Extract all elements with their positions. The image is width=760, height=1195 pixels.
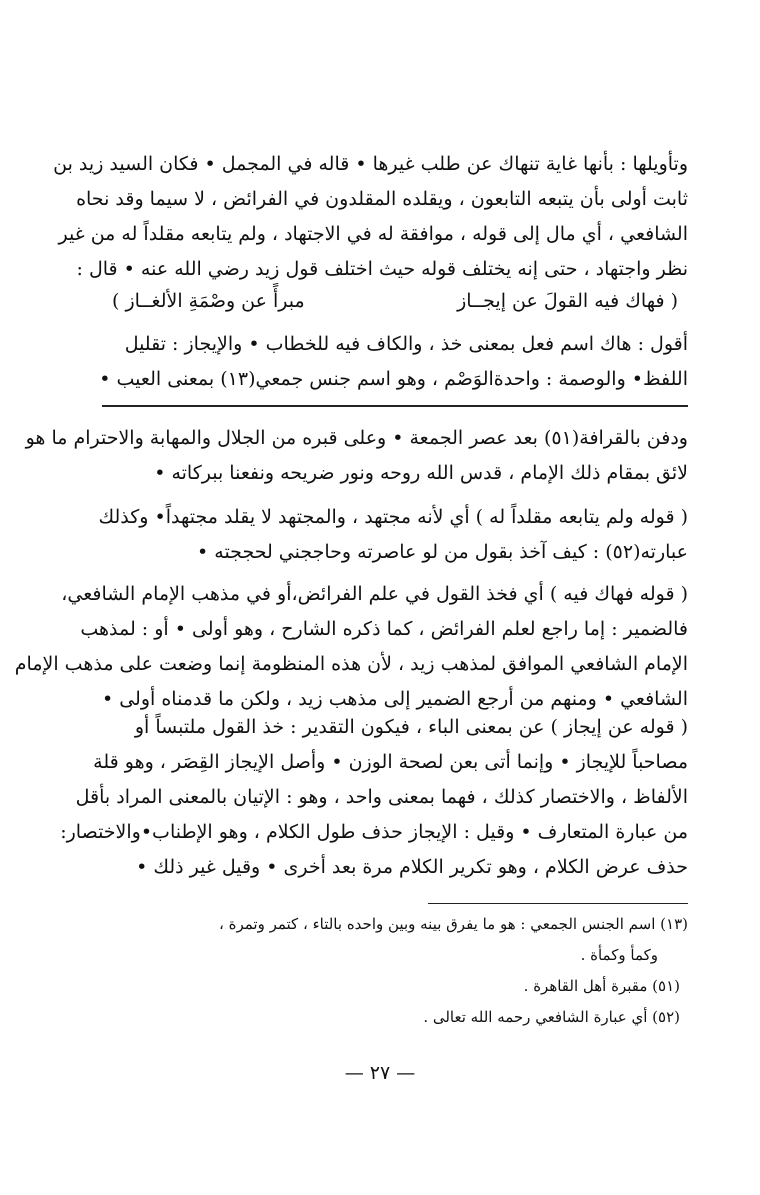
page-number: — ٢٧ — [344, 1062, 416, 1084]
commentary-paragraph-4 [60, 710, 688, 885]
commentary-paragraph-3 [14, 577, 688, 717]
footnote-separator-rule [428, 903, 688, 904]
commentary-paragraph-1 [25, 421, 688, 491]
commentary-line: ( قوله ولم يتابعه مقلداً له ) أي لأنه مجتهد ، والمجتهد لا يقلد مجتهداً• وكذلك [98, 506, 688, 528]
commentary-line: من عبارة المتعارف • وقيل : الإيجاز حذف طول الكلام ، وهو الإطناب•والاختصار: [60, 821, 688, 843]
commentary-line: فالضمير : إما راجع لعلم الفرائض ، كما ذكره الشارح ، وهو أولى • أو : لمذهب [80, 618, 688, 640]
verse-hemistich-1: ( فهاك فيه القولَ عن إيجــاز [457, 290, 678, 312]
footnote-line: (٥١) مقبرة أهل القاهرة . [523, 977, 680, 995]
commentary-line: حذف عرض الكلام ، وهو تكرير الكلام مرة بعد أخرى • وقيل غير ذلك • [136, 856, 688, 878]
verse [102, 284, 688, 319]
commentary-paragraph-2 [98, 500, 688, 570]
main-text-line: وتأويلها : بأنها غاية تنهاك عن طلب غيرها • قاله في المجمل • فكان السيد زيد بن [53, 153, 688, 175]
commentary-line: الإمام الشافعي الموافق لمذهب زيد ، لأن هذه المنظومة إنما وضعت على مذهب الإمام [14, 653, 688, 675]
footnote-line: (٥٢) أي عبارة الشافعي رحمه الله تعالى . [423, 1008, 680, 1026]
main-text-line: اللفظ• والوصمة : واحدةالوَصْم ، وهو اسم جنس جمعي(١٣) بمعنى العيب • [99, 368, 688, 390]
verse-hemistich-2: مبرأً عن وصْمَةِ الألغــاز ) [112, 290, 305, 312]
main-text-line: نظر واجتهاد ، حتى إنه يختلف قوله حيث اختلف قول زيد رضي الله عنه • قال : [76, 258, 688, 280]
commentary-line: مصاحباً للإيجاز • وإنما أتى بعن لصحة الوزن • وأصل الإيجاز القِصَر ، وهو قلة [93, 751, 688, 773]
commentary-line: ( قوله فهاك فيه ) أي فخذ القول في علم الفرائض،أو في مذهب الإمام الشافعي، [61, 583, 688, 605]
commentary-line: لائق بمقام ذلك الإمام ، قدس الله روحه ونور ضريحه ونفعنا ببركاته • [154, 462, 688, 484]
main-text-line: أقول : هاك اسم فعل بمعنى خذ ، والكاف فيه للخطاب • والإيجاز : تقليل [124, 333, 688, 355]
main-text [53, 147, 688, 287]
main-separator-rule [102, 405, 688, 407]
footnote-line: وكمأ وكمأة . [580, 946, 658, 964]
footnote-line: (١٣) اسم الجنس الجمعي : هو ما يفرق بينه وبين واحده بالتاء ، كتمر وتمرة ، [218, 915, 688, 933]
main-text-line: الشافعي ، أي مال إلى قوله ، موافقة له في الاجتهاد ، ولم يتابعه مقلداً له من غير [58, 223, 688, 245]
commentary-line: ( قوله عن إيجاز ) عن بمعنى الباء ، فيكون التقدير : خذ القول ملتبساً أو [134, 716, 688, 738]
main-text-line: ثابت أولى بأن يتبعه التابعون ، ويقلده المقلدون في الفرائض ، لا سيما وقد نحاه [76, 188, 688, 210]
verse-explanation [99, 327, 688, 397]
commentary-line: ودفن بالقرافة(٥١) بعد عصر الجمعة • وعلى قبره من الجلال والمهابة والاحترام ما هو [25, 427, 688, 449]
verse-line [102, 284, 688, 319]
commentary-line: الألفاظ ، والاختصار كذلك ، فهما بمعنى واحد ، وهو : الإتيان بالمعنى المراد بأقل [75, 786, 688, 808]
commentary-line: الشافعي • ومنهم من أرجع الضمير إلى مذهب زيد ، ولكن ما قدمناه أولى • [101, 688, 688, 710]
footnotes [102, 909, 688, 1033]
commentary-line: عبارته(٥٢) : كيف آخذ بقول من لو عاصرته وحاججني لحججته • [197, 541, 688, 563]
